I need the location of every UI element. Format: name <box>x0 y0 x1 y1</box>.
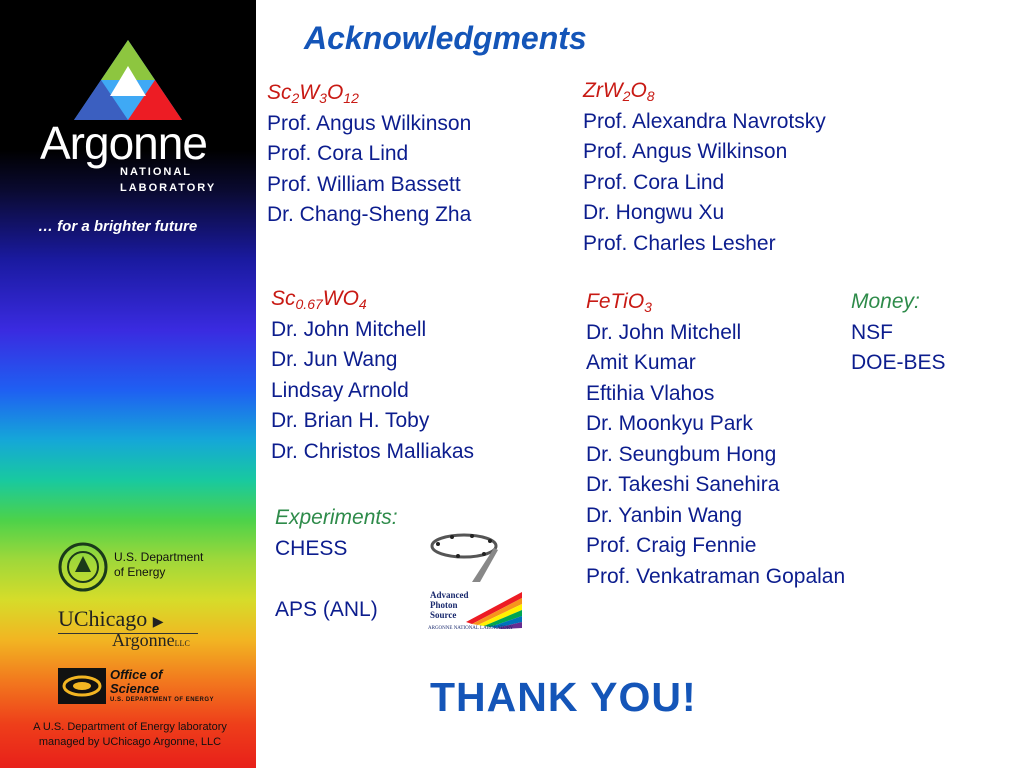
doe-seal-icon <box>58 542 108 592</box>
group-experiments <box>275 503 398 625</box>
thank-you-heading: THANK YOU! <box>430 674 697 720</box>
aps-logo <box>426 588 522 634</box>
group-heading: Experiments: <box>275 506 398 529</box>
brand-sub-national: NATIONAL <box>120 166 193 178</box>
funding-item: NSF <box>851 320 893 344</box>
aps-label: Photon <box>430 600 458 610</box>
group-heading: $ZrW_2O_8$ <box>583 79 655 104</box>
office-of-science-icon <box>58 668 106 704</box>
person: Dr. Yanbin Wang <box>586 503 743 527</box>
person: Prof. Angus Wilkinson <box>583 140 788 163</box>
spacer <box>275 564 398 595</box>
argonne-logo-icon <box>72 38 184 122</box>
office-of-science-sub: U.S. DEPARTMENT OF ENERGY <box>110 697 215 703</box>
group-sc067wo4 <box>271 284 474 467</box>
group-heading: Money: <box>851 290 920 313</box>
argonne-llc-logo: ArgonneLLC <box>112 630 190 650</box>
person: Prof. Charles Lesher <box>583 231 776 255</box>
footer-note: A U.S. Department of Energy laboratory managed by UChicago Argonne, LLC <box>33 721 227 748</box>
brand-name: Argonne <box>40 117 207 169</box>
play-arrow-icon: ▶ <box>152 615 164 630</box>
aps-label: Source <box>430 610 457 620</box>
person: Prof. Angus Wilkinson <box>267 111 472 135</box>
person: Dr. Chang-Sheng Zha <box>267 203 472 226</box>
person: Dr. Jun Wang <box>271 348 398 371</box>
aps-label: Advanced <box>430 590 469 600</box>
funding-item: DOE-BES <box>851 351 946 374</box>
person: Amit Kumar <box>586 351 696 374</box>
doe-label: U.S. Department of Energy <box>114 550 204 579</box>
office-of-science-label: Office of Science <box>110 667 163 696</box>
person: Dr. Christos Malliakas <box>271 439 475 463</box>
person: Lindsay Arnold <box>271 378 409 402</box>
person: Dr. Hongwu Xu <box>583 201 725 224</box>
person: Dr. Moonkyu Park <box>586 412 753 435</box>
person: Dr. Seungbum Hong <box>586 442 777 466</box>
person: Prof. Venkatraman Gopalan <box>586 564 846 588</box>
group-heading: $Sc_2W_3O_{12}$ <box>267 81 359 106</box>
person: Prof. Cora Lind <box>267 142 409 165</box>
person: Prof. William Bassett <box>267 172 461 196</box>
group-heading: $Sc_{0.67}WO_4$ <box>271 287 367 312</box>
facility-item: APS (ANL) <box>275 597 378 621</box>
person: Dr. John Mitchell <box>586 320 742 344</box>
brand-sub-laboratory: LABORATORY <box>120 182 217 194</box>
group-money <box>851 287 946 379</box>
uchicago-logo: UChicago ▶ <box>58 606 164 631</box>
chess-ring-icon <box>428 530 504 584</box>
sidebar-branding <box>0 0 256 768</box>
person: Prof. Cora Lind <box>583 170 725 194</box>
person: Prof. Craig Fennie <box>586 534 757 557</box>
group-heading: FeTiO$_3$ <box>586 290 652 315</box>
aps-sublabel: ARGONNE NATIONAL LABORATORY <box>428 626 514 631</box>
group-sc2w3o12 <box>267 78 471 231</box>
person: Prof. Alexandra Navrotsky <box>583 109 826 133</box>
group-fetio3 <box>586 287 845 592</box>
person: Dr. Takeshi Sanehira <box>586 473 780 496</box>
tagline: … for a brighter future <box>38 218 198 235</box>
person: Dr. Brian H. Toby <box>271 409 430 432</box>
facility-item: CHESS <box>275 536 348 560</box>
group-zrw2o8 <box>583 76 826 259</box>
page-title: Acknowledgments <box>304 20 587 56</box>
person: Eftihia Vlahos <box>586 381 715 405</box>
person: Dr. John Mitchell <box>271 317 427 341</box>
